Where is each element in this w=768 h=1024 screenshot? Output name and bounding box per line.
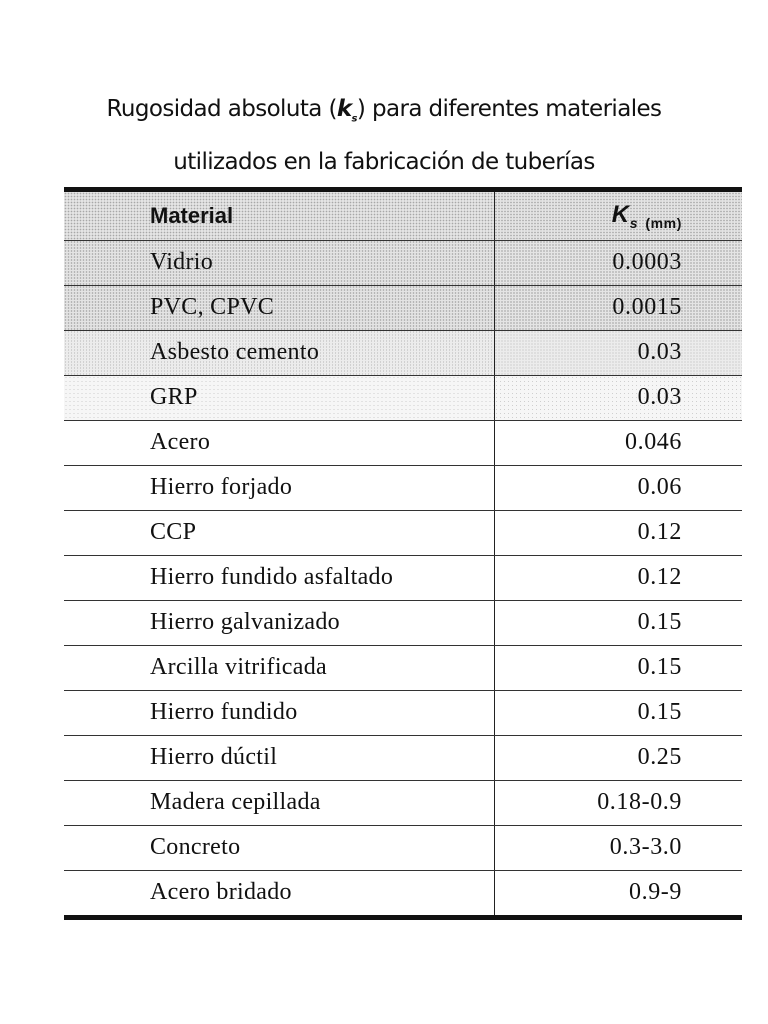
cell-material: Acero bridado [64, 870, 494, 915]
cell-material: GRP [64, 375, 494, 420]
cell-material: PVC, CPVC [64, 285, 494, 330]
table-row [64, 285, 742, 330]
table-row [64, 510, 742, 555]
cell-ks: 0.12 [494, 510, 742, 555]
cell-material: Concreto [64, 825, 494, 870]
cell-material: Arcilla vitrificada [64, 645, 494, 690]
cell-ks: 0.25 [494, 735, 742, 780]
cell-ks: 0.0003 [494, 240, 742, 285]
cell-ks: 0.9-9 [629, 879, 682, 905]
table-row [64, 825, 742, 870]
cell-ks: 0.12 [494, 555, 742, 600]
cell-material: Hierro fundido asfaltado [64, 555, 494, 600]
cell-ks: 0.15 [494, 645, 742, 690]
roughness-table-grid [64, 192, 742, 915]
table-row [64, 600, 742, 645]
header-material: Material [64, 192, 494, 240]
cell-material: Hierro galvanizado [64, 600, 494, 645]
table-row [64, 375, 742, 420]
cell-ks: 0.15 [494, 690, 742, 735]
table-row [64, 240, 742, 285]
cell-material: Madera cepillada [64, 780, 494, 825]
table-body [64, 240, 742, 915]
table-bottom-rule [64, 915, 742, 920]
cell-ks: 0.03 [494, 330, 742, 375]
title-symbol: $k_s$ [336, 96, 357, 125]
header-ks: $K_s$ $_{(mm)}$ [494, 192, 742, 240]
roughness-table [64, 187, 742, 920]
cell-ks: 0.06 [494, 465, 742, 510]
table-row [64, 645, 742, 690]
page-title [0, 88, 768, 183]
table-row [64, 690, 742, 735]
cell-ks: 0.15 [494, 600, 742, 645]
table-header-row [64, 192, 742, 240]
table-row [64, 330, 742, 375]
cell-material: Hierro dúctil [64, 735, 494, 780]
title-line-2: utilizados en la fabricación de tuberías [173, 148, 595, 175]
title-line-1 [0, 88, 768, 141]
cell-material: Hierro forjado [64, 465, 494, 510]
table-row [64, 465, 742, 510]
title-text-end: ) para diferentes materiales [356, 96, 662, 122]
table-row [64, 780, 742, 825]
cell-ks: 0.3-3.0 [494, 825, 742, 870]
cell-ks: 0.046 [494, 420, 742, 465]
cell-material: Vidrio [64, 240, 494, 285]
cell-ks: 0.03 [494, 375, 742, 420]
cell-material: CCP [64, 510, 494, 555]
table-row [64, 420, 742, 465]
cell-material: Asbesto cemento [64, 330, 494, 375]
cell-material: Hierro fundido [64, 690, 494, 735]
cell-material: Acero [64, 420, 494, 465]
table-row [64, 735, 742, 780]
table-row [64, 555, 742, 600]
cell-ks: 0.0015 [494, 285, 742, 330]
table-row [64, 870, 742, 915]
title-text-start: Rugosidad absoluta ( [106, 96, 337, 122]
cell-ks: 0.18-0.9 [494, 780, 742, 825]
